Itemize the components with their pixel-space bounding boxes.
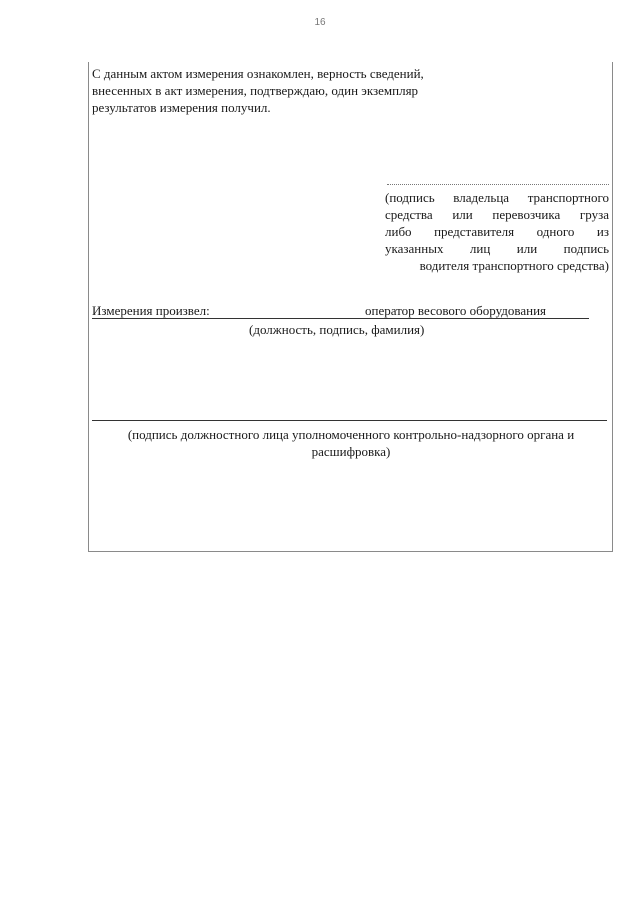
owner-caption-line: указанных лиц или подпись	[385, 241, 609, 256]
owner-signature-caption	[385, 189, 609, 274]
measured-by-row	[92, 302, 592, 319]
owner-signature-line	[387, 184, 609, 185]
official-signature-caption: (подпись должностного лица уполномоченного контрольно-надзорного органа и расшифровка)	[127, 427, 575, 459]
document-frame	[88, 62, 613, 552]
owner-caption-line: средства или перевозчика груза	[385, 207, 609, 222]
owner-caption-line: (подпись владельца транспортного	[385, 190, 609, 205]
page-number: 16	[314, 17, 326, 28]
official-signature-line	[92, 420, 607, 421]
acknowledgement-text: С данным актом измерения ознакомлен, верность сведений, внесенных в акт измерения, подтверждаю, один экземпляр результатов измерения получил.	[92, 66, 424, 115]
measured-by-underline	[92, 318, 589, 319]
owner-caption-line: водителя транспортного средства)	[419, 258, 609, 273]
measured-by-caption: (должность, подпись, фамилия)	[249, 322, 425, 337]
measured-by-value: оператор весового оборудования	[365, 303, 547, 318]
measured-by-label: Измерения произвел:	[92, 303, 210, 318]
owner-caption-line: либо представителя одного из	[385, 224, 609, 239]
